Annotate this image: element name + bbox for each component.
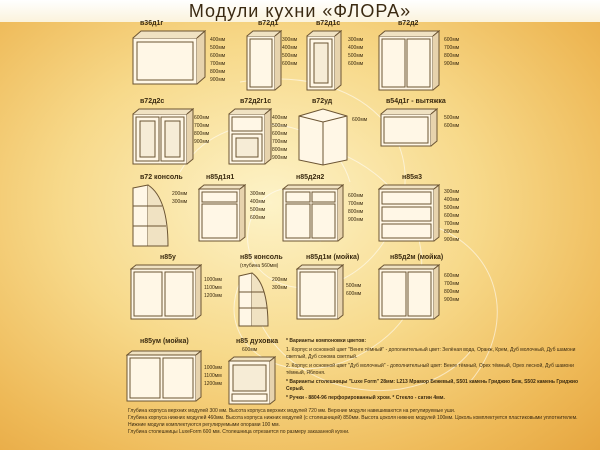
variant-1-text: 1. Корпус и основной цвет "Венге тёмный" - дополнительный цвет: Зелёная вода, Оранж, Крем, Дуб молочный, Дуб шамони светлый, Дуб сонома светлый. — [286, 347, 576, 360]
module-label: н85д1м (мойка) — [306, 254, 360, 261]
base-corner-cabinet — [130, 264, 202, 322]
wall-cabinet-glass-door — [306, 30, 342, 92]
footer-line: Глубина корпуса верхних модулей 300 мм. Высота корпуса верхних модулей 720 мм. Верхние модули навешиваются на регулируемые уши. — [128, 408, 456, 414]
module-label: в72д1 — [258, 20, 279, 27]
variant-2-text: 2. Корпус и основной цвет "Дуб молочный" - дополнительный цвет: Венге тёмный, Орех тёмный, Орех лесной, Дуб шамони тёмный, Яблоня. — [286, 363, 574, 376]
module-label: в72д2с — [140, 98, 165, 105]
module-sizes: 1000мм 1100мм 1200мм — [204, 277, 222, 299]
wall-cabinet-double-door — [378, 30, 440, 92]
module-label: в36д1г — [140, 20, 164, 27]
base-console-shelf — [238, 272, 270, 328]
module-label: н85я3 — [402, 174, 422, 181]
module-sizes: 600мм 700мм 800мм 900мм — [444, 273, 460, 303]
module-sizes: 600мм — [352, 117, 368, 123]
module-label: н85 духовка — [236, 338, 279, 345]
base-cabinet-three-drawers — [378, 184, 440, 244]
module-sizes: 500мм 600мм — [444, 115, 460, 129]
module-label: в72 консоль — [140, 174, 183, 181]
base-cabinet-two-door-drawer — [282, 184, 344, 244]
module-sizes: 600мм 700мм 800мм 900мм — [444, 37, 460, 67]
module-label: в54д1г - вытяжка — [386, 98, 446, 105]
wall-cabinet-single-door — [246, 30, 282, 92]
wall-console-shelf — [132, 184, 170, 248]
footer-line: Нижние модули комплектуются регулируемыми опорами 100 мм. — [128, 422, 280, 428]
module-sizes: 300мм 400мм 500мм 600мм 700мм 800мм 900мм — [444, 189, 460, 243]
module-sizes: 400мм 500мм 600мм 700мм 800мм 900мм — [210, 37, 226, 83]
module-sizes: 600мм 700мм 800мм 900мм — [348, 193, 364, 223]
footer-line: Глубина корпуса нижних модулей 460мм. Высота корпуса нижних модулей (с столешницей) 850мм. Высота цоколя нижних модулей 100мм. Цоколь комплектуется пластиковыми уплотнителем. — [128, 415, 578, 421]
notes-panel — [286, 338, 586, 404]
page-title: Модули кухни «ФЛОРА» — [188, 1, 412, 21]
module-label: в72д2г1с — [240, 98, 272, 105]
sink-corner-cabinet — [126, 350, 202, 404]
sink-cabinet-double — [378, 264, 440, 322]
module-sizes: 600мм — [242, 347, 258, 353]
wall-corner-cabinet — [298, 108, 348, 166]
module-label: н85ум (мойка) — [140, 338, 189, 345]
module-label: в72д1с — [316, 20, 341, 27]
variants-heading: * Варианты компоновки цветов: — [286, 338, 367, 344]
module-label: н85д2я2 — [296, 174, 325, 181]
header-bar — [0, 0, 600, 22]
module-sizes: 300мм 400мм 500мм 600мм — [282, 37, 298, 67]
handles-text: * Ручки - 8804-96 перфорированный хром. * Стекло - сатин 4мм. — [286, 395, 445, 401]
hood-cabinet — [380, 108, 438, 148]
module-label: н85д1я1 — [206, 174, 235, 181]
module-sizes: 1000мм 1100мм 1200мм — [204, 365, 222, 387]
wall-cabinet-lift-door — [132, 30, 206, 88]
module-label: в72д2 — [398, 20, 419, 27]
wall-cabinet-combo — [228, 108, 272, 166]
module-label: н85у — [160, 254, 176, 261]
module-sizes: 600мм 700мм 800мм 900мм — [194, 115, 210, 145]
footer-line: Глубина столешницы LuxeForm 600 мм. Столешница отрезается по размеру заказанной кухни. — [128, 429, 350, 435]
module-sizes: 300мм 400мм 500мм 600мм — [250, 191, 266, 221]
module-sizes: 200мм 300мм — [272, 277, 288, 291]
module-sublabel: (глубина 560мм) — [240, 263, 279, 269]
sink-cabinet-single — [296, 264, 344, 322]
module-sizes: 500мм 600мм — [346, 283, 362, 297]
module-label: в72уд — [312, 98, 333, 105]
countertop-text: * Варианты столешницы "Luxe Form" 28мм: L213 Мрамор Бежевый, S501 камень Гриджио Беж, S502 камень Гриджио Серый. — [286, 379, 579, 392]
module-sizes: 200мм 300мм — [172, 191, 188, 205]
oven-cabinet — [228, 356, 276, 406]
module-label: н85д2м (мойка) — [390, 254, 444, 261]
wall-cabinet-double-glass — [132, 108, 194, 166]
module-label: н85 консоль — [240, 254, 283, 261]
base-cabinet-door-drawer — [198, 184, 246, 244]
footer-specs — [128, 408, 598, 436]
module-sizes: 300мм 400мм 500мм 600мм — [348, 37, 364, 67]
module-sizes: 400мм 500мм 600мм 700мм 800мм 900мм — [272, 115, 288, 161]
